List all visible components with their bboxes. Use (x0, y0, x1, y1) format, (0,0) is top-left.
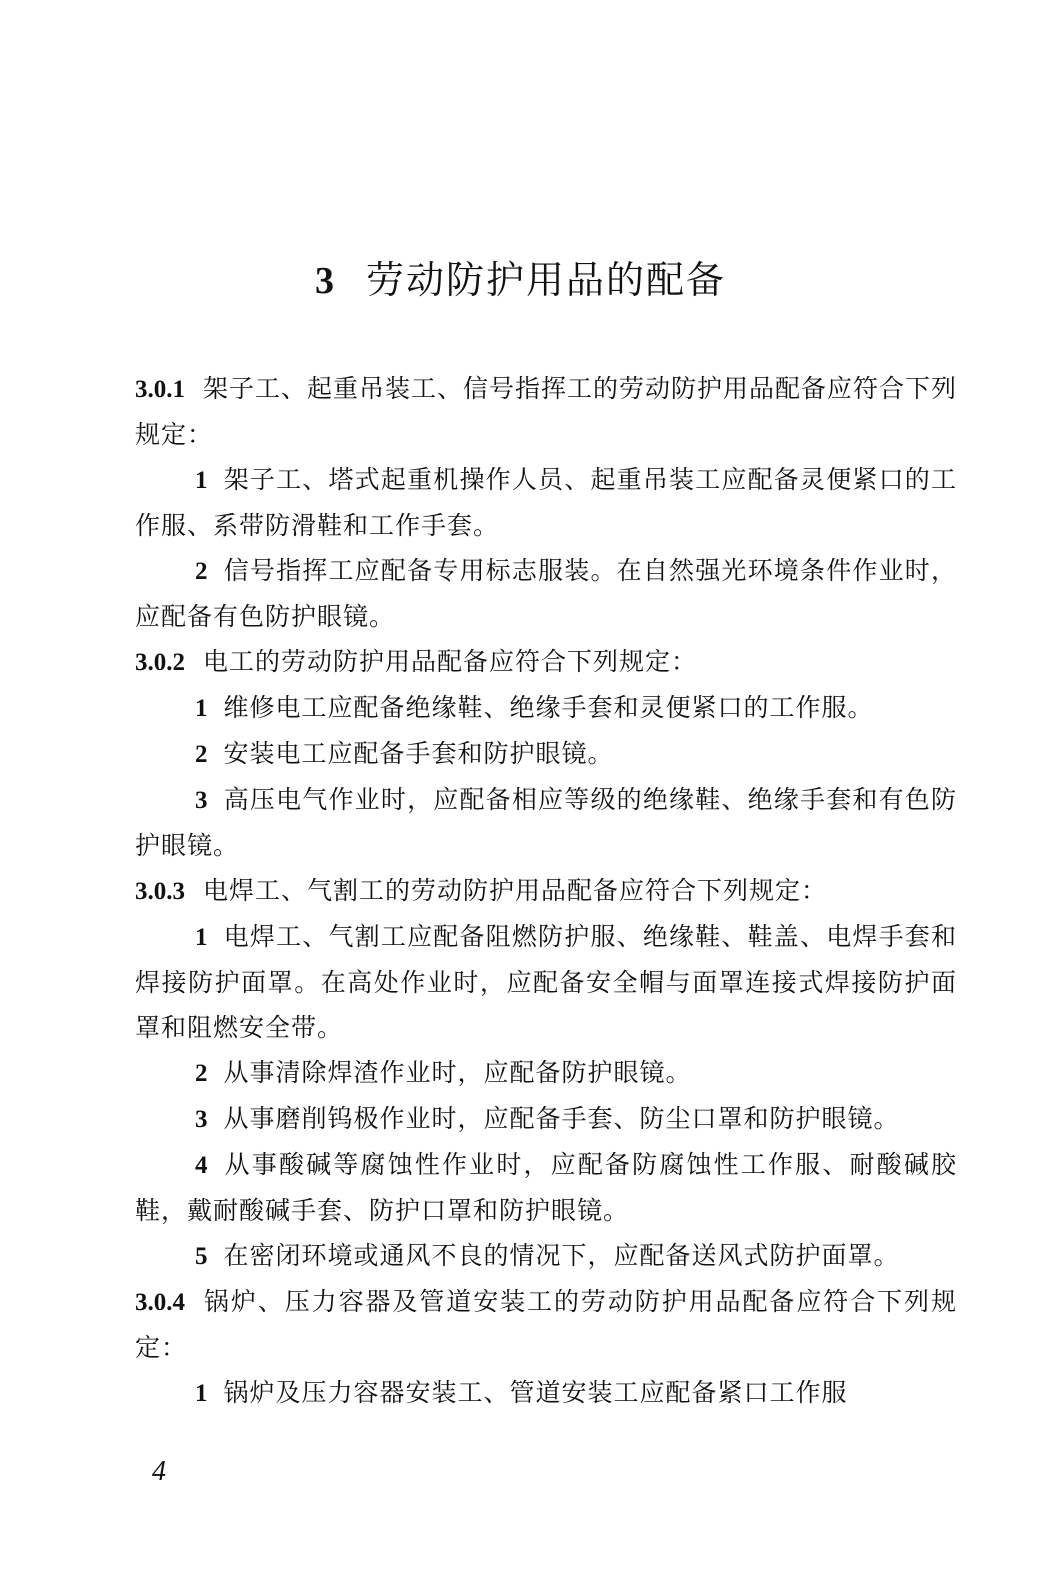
item-number: 1 (195, 695, 208, 722)
item-paragraph (135, 685, 957, 731)
item-number: 5 (195, 1243, 208, 1270)
page-number: 4 (152, 1456, 166, 1487)
paragraph-text: 电焊工、气割工应配备阻燃防护服、绝缘鞋、鞋盖、电焊手套和焊接防护面罩。在高处作业时，应配备安全帽与面罩连接式焊接防护面罩和阻燃安全带。 (135, 922, 957, 1042)
item-number: 4 (195, 1152, 208, 1179)
item-number: 2 (195, 741, 208, 768)
section-number: 3.0.4 (135, 1289, 185, 1316)
section-number: 3.0.1 (135, 376, 185, 403)
item-paragraph (135, 1142, 957, 1233)
item-paragraph (135, 777, 957, 868)
section-number: 3.0.2 (135, 649, 185, 676)
paragraph-text: 安装电工应配备手套和防护眼镜。 (223, 739, 614, 768)
section-paragraph (135, 868, 957, 914)
paragraph-text: 在密闭环境或通风不良的情况下，应配备送风式防护面罩。 (223, 1241, 900, 1270)
paragraph-text: 从事清除焊渣作业时，应配备防护眼镜。 (223, 1058, 692, 1087)
paragraph-text: 架子工、塔式起重机操作人员、起重吊装工应配备灵便紧口的工作服、系带防滑鞋和工作手套。 (135, 465, 957, 540)
item-paragraph (135, 731, 957, 777)
paragraph-text: 从事酸碱等腐蚀性作业时，应配备防腐蚀性工作服、耐酸碱胶鞋，戴耐酸碱手套、防护口罩和防护眼镜。 (135, 1150, 957, 1225)
item-paragraph (135, 457, 957, 548)
item-number: 2 (195, 558, 208, 585)
paragraph-text: 从事磨削钨极作业时，应配备手套、防尘口罩和防护眼镜。 (223, 1104, 900, 1133)
paragraph-text: 电焊工、气割工的劳动防护用品配备应符合下列规定： (203, 876, 828, 905)
item-number: 1 (195, 924, 208, 951)
paragraph-text: 锅炉、压力容器及管道安装工的劳动防护用品配备应符合下列规定： (135, 1287, 957, 1362)
item-paragraph (135, 914, 957, 1050)
paragraph-text: 信号指挥工应配备专用标志服装。在自然强光环境条件作业时，应配备有色防护眼镜。 (135, 556, 957, 631)
paragraph-text: 高压电气作业时，应配备相应等级的绝缘鞋、绝缘手套和有色防护眼镜。 (135, 785, 957, 860)
section-paragraph (135, 639, 957, 685)
item-paragraph (135, 1233, 957, 1279)
section-paragraph (135, 1279, 957, 1370)
item-paragraph (135, 1096, 957, 1142)
section-number: 3.0.3 (135, 878, 185, 905)
chapter-number: 3 (314, 260, 336, 302)
item-number: 3 (195, 1106, 208, 1133)
chapter-title-text: 劳动防护用品的配备 (365, 258, 726, 302)
chapter-title (0, 250, 1041, 310)
paragraph-text: 架子工、起重吊装工、信号指挥工的劳动防护用品配备应符合下列规定： (135, 374, 958, 449)
paragraph-text: 锅炉及压力容器安装工、管道安装工应配备紧口工作服 (223, 1378, 848, 1407)
item-paragraph (135, 548, 957, 639)
item-number: 2 (195, 1060, 208, 1087)
section-paragraph (135, 366, 957, 457)
item-number: 1 (195, 467, 208, 494)
paragraph-text: 维修电工应配备绝缘鞋、绝缘手套和灵便紧口的工作服。 (223, 693, 874, 722)
item-number: 3 (195, 787, 208, 814)
paragraph-text: 电工的劳动防护用品配备应符合下列规定： (203, 647, 698, 676)
item-paragraph (135, 1050, 957, 1096)
item-paragraph (135, 1370, 957, 1416)
item-number: 1 (195, 1380, 208, 1407)
document-body (135, 366, 957, 1416)
